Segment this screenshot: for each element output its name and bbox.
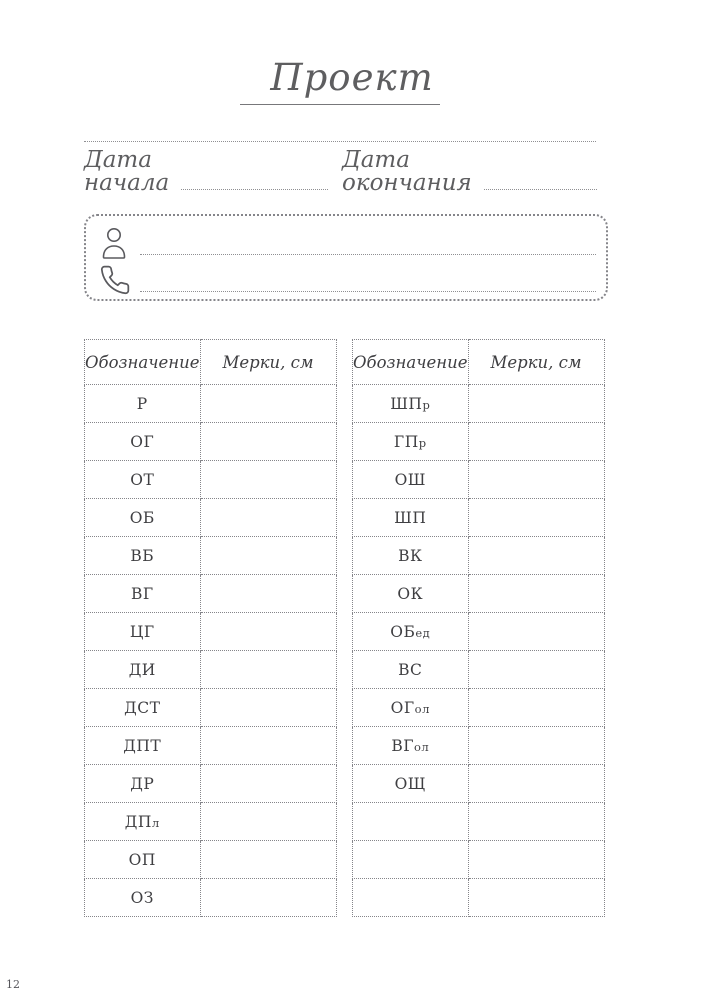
end-date-fill-line <box>484 188 597 190</box>
table-row <box>85 689 337 727</box>
measurement-value-cell <box>200 537 336 575</box>
measurement-value-cell <box>468 385 604 423</box>
measurement-code: Р <box>85 385 201 423</box>
table-row <box>353 575 605 613</box>
measurement-code: ЦГ <box>85 613 201 651</box>
measurement-code: ДСТ <box>85 689 201 727</box>
page-title-wrap <box>84 56 596 105</box>
measurement-code: ГПр <box>353 423 469 461</box>
table-row <box>85 461 337 499</box>
table-row <box>353 461 605 499</box>
measurement-value-cell <box>200 575 336 613</box>
measurement-code: ОП <box>85 841 201 879</box>
table-row <box>85 537 337 575</box>
measurement-code <box>353 803 469 841</box>
measurement-value-cell <box>468 765 604 803</box>
contact-box <box>84 214 608 301</box>
table-row <box>353 879 605 917</box>
contact-phone-fill-line <box>140 290 596 292</box>
table-row <box>85 385 337 423</box>
measurement-code: ОБ <box>85 499 201 537</box>
measurement-code: ОБед <box>353 613 469 651</box>
measurement-value-cell <box>468 651 604 689</box>
contact-phone-row <box>99 260 606 297</box>
measurement-code: ДИ <box>85 651 201 689</box>
measurement-value-cell <box>468 689 604 727</box>
table-row <box>85 575 337 613</box>
table-header-row <box>85 340 337 385</box>
measurement-code: ОК <box>353 575 469 613</box>
measurements-column-header: Мерки, см <box>468 340 604 385</box>
measurement-code: ОШ <box>353 461 469 499</box>
measurements-table-right <box>352 339 605 917</box>
start-date-fill-line <box>181 188 328 190</box>
table-row <box>85 651 337 689</box>
designation-column-header: Обозначение <box>85 340 201 385</box>
table-row <box>353 385 605 423</box>
measurement-code: ОГол <box>353 689 469 727</box>
measurement-value-cell <box>468 423 604 461</box>
table-row <box>353 423 605 461</box>
table-row <box>85 803 337 841</box>
measurement-code <box>353 841 469 879</box>
measurement-value-cell <box>200 385 336 423</box>
table-header-row <box>353 340 605 385</box>
measurement-code: ДПл <box>85 803 201 841</box>
table-row <box>85 765 337 803</box>
table-row <box>85 613 337 651</box>
measurement-code: ОТ <box>85 461 201 499</box>
measurement-code: ШП <box>353 499 469 537</box>
measurement-value-cell <box>200 613 336 651</box>
measurements-table-left <box>84 339 337 917</box>
table-row <box>85 879 337 917</box>
measurement-value-cell <box>468 727 604 765</box>
measurement-value-cell <box>200 879 336 917</box>
measurement-code: ОЩ <box>353 765 469 803</box>
measurement-value-cell <box>200 423 336 461</box>
table-row <box>353 803 605 841</box>
measurement-code: ВГол <box>353 727 469 765</box>
measurement-value-cell <box>468 537 604 575</box>
table-row <box>353 765 605 803</box>
start-date-group <box>84 149 342 195</box>
table-row <box>353 537 605 575</box>
measurement-code: ДПТ <box>85 727 201 765</box>
table-row <box>353 689 605 727</box>
contact-name-row <box>99 223 606 260</box>
measurement-value-cell <box>468 613 604 651</box>
table-row <box>353 727 605 765</box>
measurement-value-cell <box>200 461 336 499</box>
measurement-code: ОГ <box>85 423 201 461</box>
measurement-value-cell <box>468 841 604 879</box>
measurement-value-cell <box>468 879 604 917</box>
table-row <box>85 499 337 537</box>
measurement-value-cell <box>200 841 336 879</box>
measurement-value-cell <box>468 499 604 537</box>
designation-column-header: Обозначение <box>353 340 469 385</box>
table-row <box>353 613 605 651</box>
measurement-value-cell <box>200 689 336 727</box>
measurement-code: ВК <box>353 537 469 575</box>
measurement-code: ВС <box>353 651 469 689</box>
measurement-value-cell <box>200 651 336 689</box>
table-row <box>353 651 605 689</box>
measurement-code: ШПр <box>353 385 469 423</box>
phone-icon <box>99 263 131 297</box>
person-icon <box>99 226 131 260</box>
measurement-value-cell <box>468 575 604 613</box>
measurement-code: ВБ <box>85 537 201 575</box>
end-date-label: Дата окончания <box>342 147 472 196</box>
table-row <box>353 499 605 537</box>
table-row <box>85 841 337 879</box>
measurement-code: ВГ <box>85 575 201 613</box>
end-date-group <box>342 149 597 195</box>
measurement-value-cell <box>468 461 604 499</box>
page-number: 12 <box>6 978 20 991</box>
measurement-value-cell <box>200 803 336 841</box>
measurement-value-cell <box>468 803 604 841</box>
measurements-column-header: Мерки, см <box>200 340 336 385</box>
table-row <box>85 423 337 461</box>
measurement-code: ДР <box>85 765 201 803</box>
measurement-value-cell <box>200 499 336 537</box>
measurement-value-cell <box>200 727 336 765</box>
contact-name-fill-line <box>140 253 596 255</box>
page-title: Проект <box>240 56 439 105</box>
top-dotted-rule <box>84 141 596 142</box>
measurement-code: ОЗ <box>85 879 201 917</box>
table-row <box>85 727 337 765</box>
dates-section <box>84 149 597 195</box>
measurement-value-cell <box>200 765 336 803</box>
start-date-label: Дата начала <box>84 147 170 196</box>
measurement-code <box>353 879 469 917</box>
table-row <box>353 841 605 879</box>
